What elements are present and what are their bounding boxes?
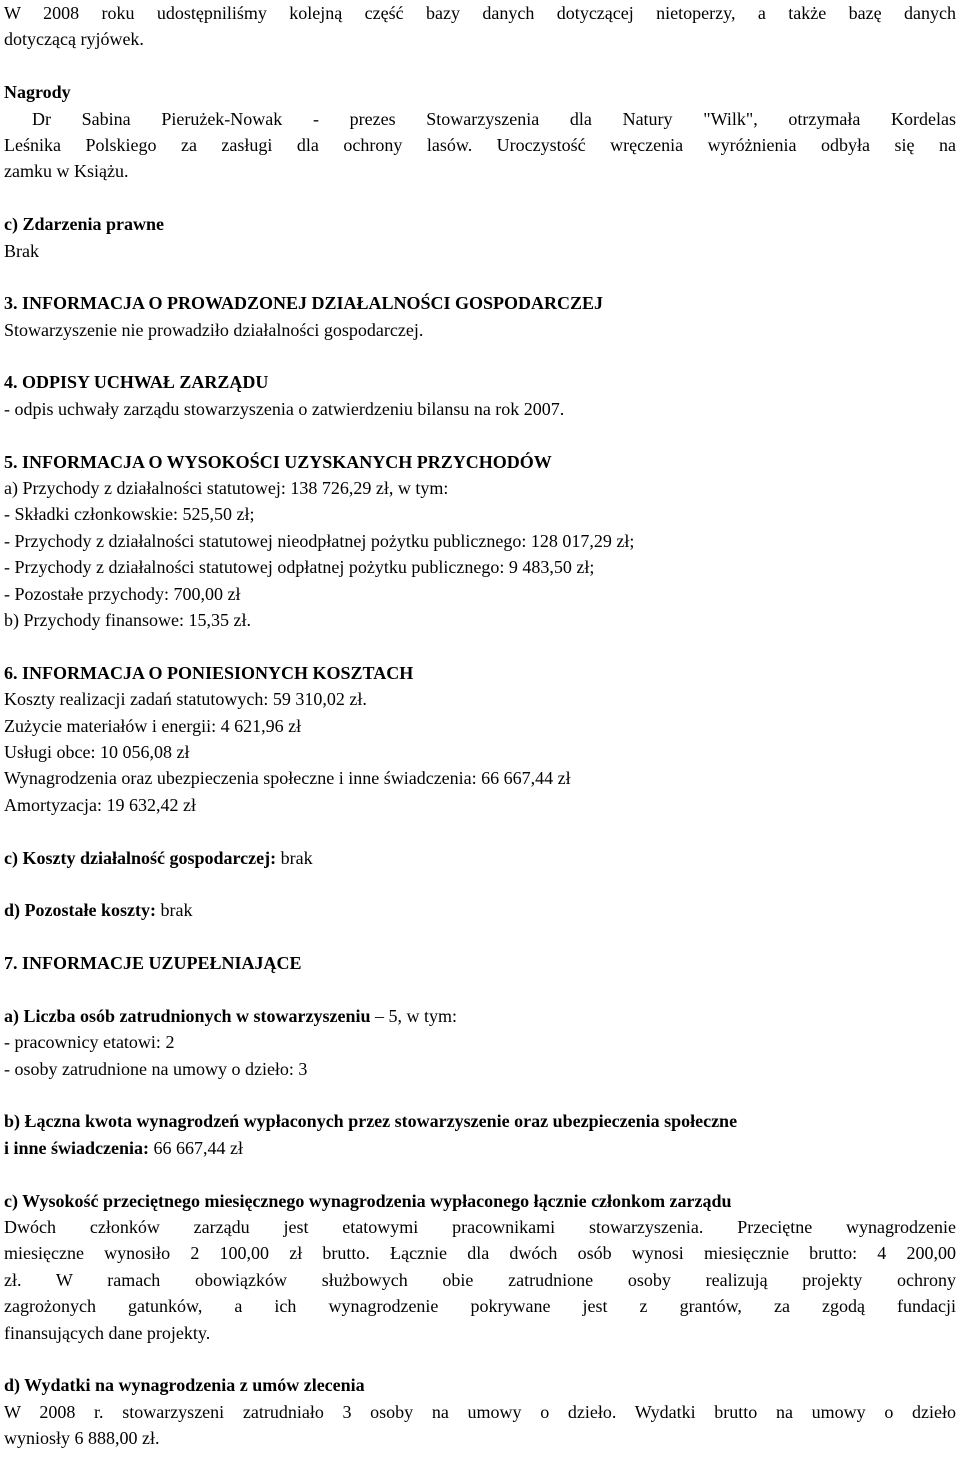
employees-label: a) Liczba osób zatrudnionych w stowarzyszeniu	[4, 1005, 371, 1026]
contract-expenses-line-2: wyniosły 6 888,00 zł.	[4, 1428, 160, 1449]
section-7-heading: 7. INFORMACJE UZUPEŁNIAJĄCE	[4, 953, 302, 974]
legal-events-heading: c) Zdarzenia prawne	[4, 214, 164, 235]
board-salary-line-1: Dwóch członków zarządu jest etatowymi pracownikami stowarzyszenia. Przeciętne wynagrodzenie	[4, 1216, 956, 1237]
business-costs-value: brak	[276, 847, 313, 868]
revenue-line-1: a) Przychody z działalności statutowej: 138 726,29 zł, w tym:	[4, 478, 449, 499]
cost-line-1: Koszty realizacji zadań statutowych: 59 310,02 zł.	[4, 689, 367, 710]
total-salaries-label-2: i inne świadczenia:	[4, 1137, 150, 1158]
board-salary-line-3: zł. W ramach obowiązków służbowych obie zatrudnione osoby realizują projekty ochrony	[4, 1269, 956, 1290]
intro-line-2: dotyczącą ryjówek.	[4, 29, 144, 50]
other-costs-line	[4, 897, 956, 923]
board-salary-line-5: finansujących dane projekty.	[4, 1322, 211, 1343]
awards-line-2: Leśnika Polskiego za zasługi dla ochrony lasów. Uroczystość wręczenia wyróżnienia odbyła się na	[4, 134, 956, 155]
total-salaries-value: 66 667,44 zł	[149, 1137, 244, 1158]
revenue-line-6: b) Przychody finansowe: 15,35 zł.	[4, 609, 251, 630]
section-4-text: - odpis uchwały zarządu stowarzyszenia o zatwierdzeniu bilansu na rok 2007.	[4, 398, 565, 419]
total-salaries-line	[4, 1135, 956, 1161]
legal-events-value: Brak	[4, 240, 39, 261]
section-6-heading: 6. INFORMACJA O PONIESIONYCH KOSZTACH	[4, 662, 414, 683]
contract-expenses-line-1: W 2008 r. stowarzyszeni zatrudniało 3 osoby na umowy o dzieło. Wydatki brutto na umowy o dzieło	[4, 1401, 956, 1422]
section-3-text: Stowarzyszenie nie prowadziło działalności gospodarczej.	[4, 319, 424, 340]
board-salary-heading: c) Wysokość przeciętnego miesięcznego wynagrodzenia wypłaconego łącznie członkom zarządu	[4, 1190, 732, 1211]
section-4-heading: 4. ODPISY UCHWAŁ ZARZĄDU	[4, 372, 269, 393]
other-costs-value: brak	[155, 900, 193, 921]
awards-line-3: zamku w Książu.	[4, 161, 129, 182]
employees-detail-1: - pracownicy etatowi: 2	[4, 1032, 175, 1053]
other-costs-label: d) Pozostałe koszty:	[4, 900, 156, 921]
cost-line-5: Amortyzacja: 19 632,42 zł	[4, 794, 196, 815]
cost-line-3: Usługi obce: 10 056,08 zł	[4, 741, 190, 762]
section-5-heading: 5. INFORMACJA O WYSOKOŚCI UZYSKANYCH PRZYCHODÓW	[4, 451, 552, 472]
intro-line-1: W 2008 roku udostępniliśmy kolejną część bazy danych dotyczącej nietoperzy, a także bazę danych	[4, 3, 956, 23]
awards-line-1: Dr Sabina Pierużek-Nowak - prezes Stowarzyszenia dla Natury "Wilk", otrzymała Kordelas	[32, 108, 956, 129]
section-3-heading: 3. INFORMACJA O PROWADZONEJ DZIAŁALNOŚCI GOSPODARCZEJ	[4, 293, 604, 314]
employees-detail-2: - osoby zatrudnione na umowy o dzieło: 3	[4, 1058, 308, 1079]
board-salary-line-2: miesięczne wynosiło 2 100,00 zł brutto. Łącznie dla dwóch osób wynosi miesięcznie brutto: 4 200,00	[4, 1243, 956, 1264]
employees-value: – 5, w tym:	[370, 1005, 458, 1026]
total-salaries-label-1: b) Łączna kwota wynagrodzeń wypłaconych przez stowarzyszenie oraz ubezpieczenia społeczne	[4, 1111, 738, 1132]
revenue-line-2: - Składki członkowskie: 525,50 zł;	[4, 504, 255, 525]
revenue-line-4: - Przychody z działalności statutowej odpłatnej pożytku publicznego: 9 483,50 zł;	[4, 557, 595, 578]
revenue-line-3: - Przychody z działalności statutowej nieodpłatnej pożytku publicznego: 128 017,29 zł;	[4, 530, 635, 551]
contract-expenses-heading: d) Wydatki na wynagrodzenia z umów zlecenia	[4, 1375, 365, 1396]
cost-line-4: Wynagrodzenia oraz ubezpieczenia społeczne i inne świadczenia: 66 667,44 zł	[4, 768, 571, 789]
business-costs-label: c) Koszty działalność gospodarczej:	[4, 847, 277, 868]
business-costs-line	[4, 845, 956, 871]
revenue-line-5: - Pozostałe przychody: 700,00 zł	[4, 583, 241, 604]
awards-heading: Nagrody	[4, 82, 71, 103]
board-salary-line-4: zagrożonych gatunków, a ich wynagrodzenie pokrywane jest z grantów, za zgodą fundacji	[4, 1296, 956, 1317]
cost-line-2: Zużycie materiałów i energii: 4 621,96 zł	[4, 715, 302, 736]
employees-line	[4, 1003, 956, 1029]
